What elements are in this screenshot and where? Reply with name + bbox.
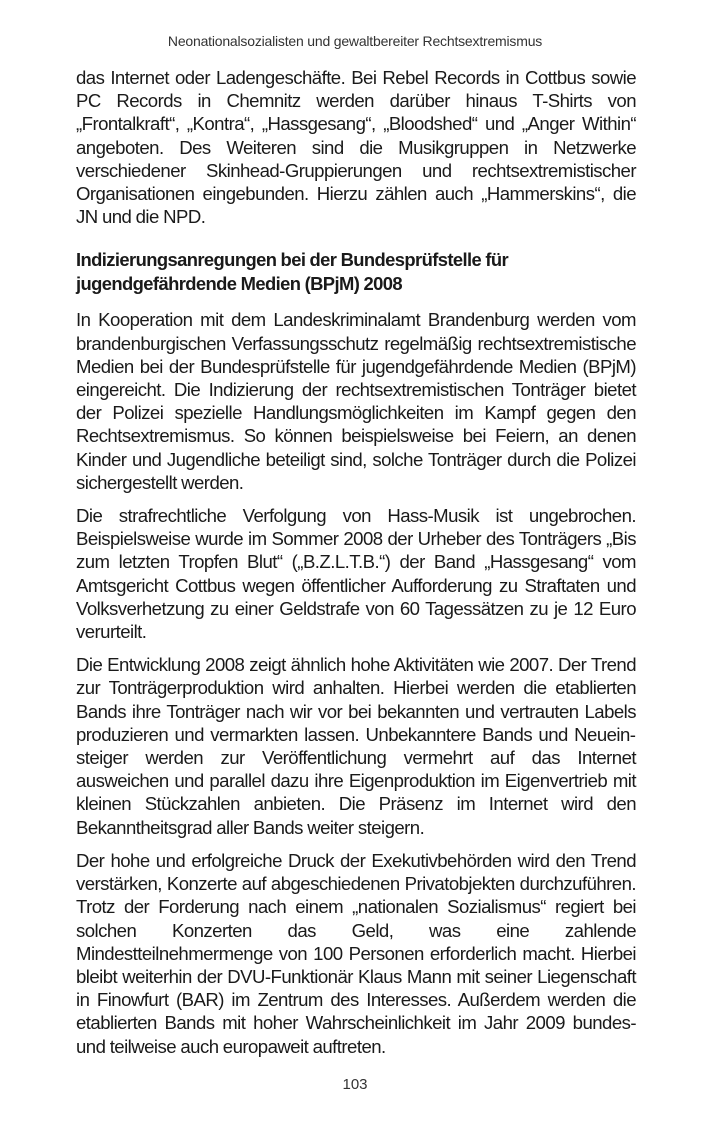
intro-paragraph: das Internet oder Ladengeschäfte. Bei Rebel Records in Cottbus sowie PC Records in Chemnitz werden darüber hinaus T-Shirts von „Frontalkraft“, „Kontra“, „Hassgesang“, „Bloodshed“ und „Anger Within“ angeboten. Des Weiteren sind die Musikgruppen in Netzwerke verschiedener Skinhead-Gruppierungen und rechtsextremistischer Organisationen eingebunden. Hierzu zählen auch „Hammerskins“, die JN und die NPD. (76, 67, 636, 228)
paragraph-development: Die Entwicklung 2008 zeigt ähnlich hohe Aktivitäten wie 2007. Der Trend zur Tonträgerproduktion wird anhalten. Hierbei werden die etablierten Bands ihre Tonträger nach wir vor bei bekannten und vertrauten Labels produzieren und vermarkten lassen. Unbekanntere Bands und Neueinsteiger werden zur Veröffentlichung vermehrt auf das Internet ausweichen und parallel dazu ihre Eigenproduktion im Eigenvertrieb mit kleinen Stückzahlen anbieten. Die Präsenz im Internet wird den Bekanntheitsgrad aller Bands weiter steigern. (76, 654, 636, 838)
page-number: 103 (342, 1076, 368, 1093)
section-heading: Indizierungsanregungen bei der Bundesprüfstelle für jugendgefährdende Medien (BPjM) 2008 (76, 249, 509, 295)
running-header: Neonationalsozialisten und gewaltbereiter Rechtsextremismus (167, 33, 543, 49)
paragraph-prosecution: Die strafrechtliche Verfolgung von Hass-Musik ist ungebrochen. Beispielsweise wurde im Sommer 2008 der Urheber des Tonträgers „Bis zum letzten Tropfen Blut“ („B.Z.L.T.B.“) der Band „Hassgesang“ vom Amtsgericht Cottbus wegen öffentlicher Aufforderung zu Straftaten und Volksverhetzung zu einer Geldstrafe von 60 Tagessätzen zu je 12 Euro verurteilt. (76, 505, 636, 643)
paragraph-concerts: Der hohe und erfolgreiche Druck der Exekutivbehörden wird den Trend verstärken, Konzerte auf abgeschiedenen Privatobjekten durchzuführen. Trotz der Forderung nach einem „nationalen Sozialismus“ regiert bei solchen Konzerten das Geld, was eine zahlende Mindestteilnehmermenge von 100 Personen erforderlich macht. Hierbei bleibt weiterhin der DVU-Funktionär Klaus Mann mit seiner Liegenschaft in Finowfurt (BAR) im Zentrum des Interesses. Außerdem werden die etablierten Bands mit hoher Wahrscheinlichkeit im Jahr 2009 bundes- und teilweise auch europaweit auftreten. (76, 849, 636, 1057)
page-body (76, 66, 636, 1068)
paragraph-cooperation: In Kooperation mit dem Landeskriminalamt Brandenburg werden vom brandenburgischen Verfassungsschutz regelmäßig rechtsextremistische Medien bei der Bundesprüfstelle für jugendgefährdende Medien (BPjM) eingereicht. Die Indizierung der rechtsextremistischen Tonträger bietet der Polizei spezielle Handlungsmöglichkeiten im Kampf gegen den Rechtsextremismus. So können beispielsweise bei Feiern, an denen Kinder und Jugendliche beteiligt sind, solche Tonträger durch die Polizei sichergestellt werden. (76, 309, 636, 493)
